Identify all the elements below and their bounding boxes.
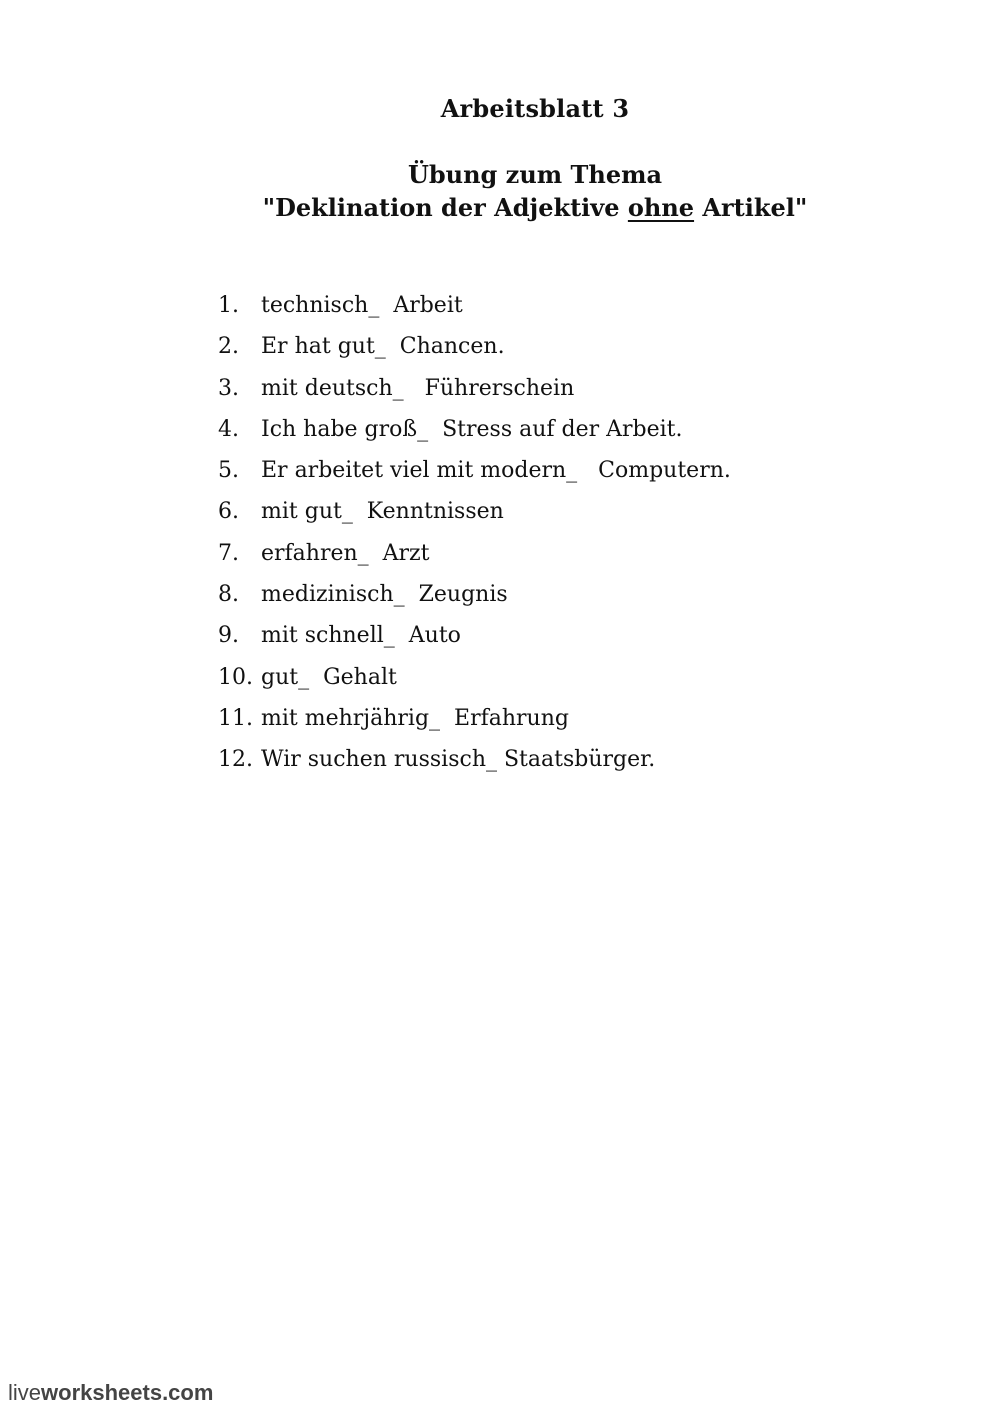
exercise-text: gut_ Gehalt: [261, 664, 397, 690]
exercise-number: 5.: [218, 458, 239, 484]
subtitle-line-1: Übung zum Thema: [407, 160, 663, 189]
exercise-number: 11.: [218, 705, 253, 731]
liveworksheets-logo: [8, 1380, 213, 1406]
exercise-item: [218, 331, 731, 372]
exercise-item: [218, 620, 731, 661]
exercise-item: [218, 373, 731, 414]
exercise-item: [218, 703, 731, 744]
exercise-text: mit gut_ Kenntnissen: [261, 499, 504, 525]
exercise-text: Er hat gut_ Chancen.: [261, 334, 505, 360]
exercise-text: mit deutsch_ Führerschein: [261, 375, 575, 401]
exercise-number: 7.: [218, 540, 239, 566]
logo-text-light: live: [8, 1380, 42, 1405]
subtitle-text-start: "Deklination der Adjektive: [262, 193, 628, 222]
exercise-item: [218, 414, 731, 455]
exercise-list: [218, 290, 731, 786]
exercise-item: [218, 579, 731, 620]
subtitle-text-end: Artikel": [694, 193, 808, 222]
exercise-number: 3.: [218, 375, 239, 401]
exercise-item: [218, 455, 731, 496]
page-subtitle: [70, 158, 1000, 224]
subtitle-line-2: [70, 191, 1000, 224]
subtitle-underlined-word: ohne: [627, 193, 695, 222]
exercise-number: 4.: [218, 416, 239, 442]
exercise-item: [218, 290, 731, 331]
exercise-text: mit mehrjährig_ Erfahrung: [261, 705, 569, 731]
exercise-number: 8.: [218, 582, 239, 608]
exercise-number: 2.: [218, 334, 239, 360]
exercise-item: [218, 496, 731, 537]
exercise-number: 1.: [218, 293, 239, 318]
exercise-number: 9.: [218, 623, 239, 649]
logo-text-bold: worksheets.com: [41, 1380, 214, 1405]
exercise-text: mit schnell_ Auto: [261, 623, 461, 649]
exercise-item: [218, 662, 731, 703]
exercise-number: 6.: [218, 499, 239, 525]
exercise-text: Er arbeitet viel mit modern_ Computern.: [261, 458, 731, 484]
exercise-text: medizinisch_ Zeugnis: [261, 582, 508, 608]
exercise-number: 10.: [218, 664, 253, 690]
exercise-item: [218, 538, 731, 579]
exercise-text: Ich habe groß_ Stress auf der Arbeit.: [261, 416, 683, 442]
exercise-text: Wir suchen russisch_ Staatsbürger.: [261, 747, 656, 773]
page-title: Arbeitsblatt 3: [440, 94, 630, 123]
exercise-number: 12.: [218, 747, 253, 773]
exercise-item: [218, 744, 731, 785]
exercise-text: technisch_ Arbeit: [261, 293, 463, 318]
exercise-text: erfahren_ Arzt: [261, 540, 430, 566]
